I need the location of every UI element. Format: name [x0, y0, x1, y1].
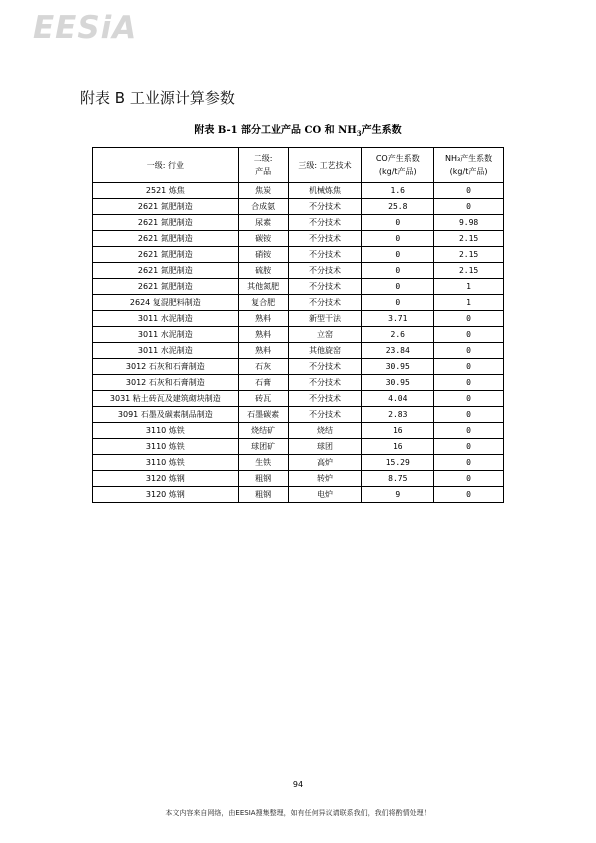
process-cell: 不分技术 [288, 263, 362, 279]
nh3-coefficient-cell: 0 [434, 343, 504, 359]
nh3-coefficient-cell: 0 [434, 407, 504, 423]
column-header-process: 三级: 工艺技术 [288, 148, 362, 183]
table-row [93, 183, 504, 199]
process-cell: 不分技术 [288, 375, 362, 391]
nh3-coefficient-cell: 0 [434, 327, 504, 343]
table-body [93, 183, 504, 503]
column-header-co-coefficient: CO产生系数 (kg/t产品) [362, 148, 434, 183]
process-cell: 不分技术 [288, 407, 362, 423]
table-row [93, 471, 504, 487]
table-row [93, 487, 504, 503]
product-cell: 粗钢 [238, 471, 288, 487]
co-coefficient-cell: 3.71 [362, 311, 434, 327]
emission-coefficient-table [92, 147, 504, 503]
table-row [93, 215, 504, 231]
column-header-industry: 一级: 行业 [93, 148, 239, 183]
table-row [93, 343, 504, 359]
industry-cell: 3120 炼钢 [93, 487, 239, 503]
product-cell: 石墨碳素 [238, 407, 288, 423]
industry-cell: 2624 复混肥料制造 [93, 295, 239, 311]
product-cell: 粗钢 [238, 487, 288, 503]
process-cell: 立窑 [288, 327, 362, 343]
industry-cell: 3091 石墨及碳素制品制造 [93, 407, 239, 423]
co-coefficient-cell: 0 [362, 295, 434, 311]
product-cell: 石膏 [238, 375, 288, 391]
process-cell: 不分技术 [288, 295, 362, 311]
nh3-coefficient-cell: 0 [434, 471, 504, 487]
industry-cell: 3011 水泥制造 [93, 311, 239, 327]
table-row [93, 295, 504, 311]
industry-cell: 2621 氮肥制造 [93, 231, 239, 247]
co-coefficient-cell: 15.29 [362, 455, 434, 471]
process-cell: 不分技术 [288, 391, 362, 407]
process-cell: 转炉 [288, 471, 362, 487]
table-caption-subscript: 3 [356, 129, 362, 138]
co-coefficient-cell: 8.75 [362, 471, 434, 487]
industry-cell: 3120 炼钢 [93, 471, 239, 487]
industry-cell: 3110 炼铁 [93, 455, 239, 471]
table-row [93, 279, 504, 295]
product-cell: 尿素 [238, 215, 288, 231]
process-cell: 其他旋窑 [288, 343, 362, 359]
industry-cell: 3011 水泥制造 [93, 327, 239, 343]
industry-cell: 2621 氮肥制造 [93, 215, 239, 231]
nh3-coefficient-cell: 0 [434, 311, 504, 327]
product-cell: 球团矿 [238, 439, 288, 455]
product-cell: 生铁 [238, 455, 288, 471]
nh3-coefficient-cell: 0 [434, 375, 504, 391]
co-coefficient-cell: 30.95 [362, 375, 434, 391]
co-coefficient-cell: 2.6 [362, 327, 434, 343]
process-cell: 电炉 [288, 487, 362, 503]
nh3-coefficient-cell: 1 [434, 279, 504, 295]
table-row [93, 311, 504, 327]
nh3-coefficient-cell: 2.15 [434, 231, 504, 247]
table-row [93, 375, 504, 391]
co-coefficient-cell: 4.04 [362, 391, 434, 407]
eesia-logo: EESiA [33, 10, 138, 46]
nh3-coefficient-cell: 0 [434, 439, 504, 455]
nh3-coefficient-cell: 0 [434, 391, 504, 407]
co-coefficient-cell: 30.95 [362, 359, 434, 375]
nh3-coefficient-cell: 0 [434, 199, 504, 215]
column-header-nh3-coefficient: NH₃产生系数 (kg/t产品) [434, 148, 504, 183]
nh3-coefficient-cell: 0 [434, 183, 504, 199]
industry-cell: 2521 炼焦 [93, 183, 239, 199]
process-cell: 不分技术 [288, 231, 362, 247]
product-cell: 硝铵 [238, 247, 288, 263]
nh3-coefficient-cell: 2.15 [434, 247, 504, 263]
table-caption-tail: 产生系数 [361, 125, 402, 136]
co-coefficient-cell: 16 [362, 423, 434, 439]
process-cell: 新型干法 [288, 311, 362, 327]
industry-cell: 3110 炼铁 [93, 439, 239, 455]
product-cell: 熟料 [238, 343, 288, 359]
product-cell: 焦炭 [238, 183, 288, 199]
process-cell: 烧结 [288, 423, 362, 439]
product-cell: 烧结矿 [238, 423, 288, 439]
page-number: 94 [292, 780, 304, 789]
process-cell: 不分技术 [288, 215, 362, 231]
footer-note: 本文内容来自网络，由EESIA搜集整理，如有任何异议请联系我们，我们将酌情处理！ [165, 809, 431, 817]
table-caption [0, 121, 596, 138]
process-cell: 机械炼焦 [288, 183, 362, 199]
table-row [93, 391, 504, 407]
table-row [93, 423, 504, 439]
industry-cell: 3011 水泥制造 [93, 343, 239, 359]
industry-cell: 3110 炼铁 [93, 423, 239, 439]
section-title: 附表 B 工业源计算参数 [80, 89, 235, 107]
nh3-coefficient-cell: 2.15 [434, 263, 504, 279]
co-coefficient-cell: 23.84 [362, 343, 434, 359]
industry-cell: 3031 粘土砖瓦及建筑砌块制造 [93, 391, 239, 407]
product-cell: 熟料 [238, 327, 288, 343]
co-coefficient-cell: 16 [362, 439, 434, 455]
industry-cell: 2621 氮肥制造 [93, 263, 239, 279]
table-row [93, 407, 504, 423]
nh3-coefficient-cell: 0 [434, 423, 504, 439]
nh3-coefficient-cell: 0 [434, 455, 504, 471]
industry-cell: 2621 氮肥制造 [93, 199, 239, 215]
co-coefficient-cell: 25.8 [362, 199, 434, 215]
process-cell: 高炉 [288, 455, 362, 471]
table-row [93, 439, 504, 455]
table-row [93, 231, 504, 247]
table-row [93, 359, 504, 375]
co-coefficient-cell: 0 [362, 231, 434, 247]
process-cell: 球团 [288, 439, 362, 455]
product-cell: 熟料 [238, 311, 288, 327]
nh3-coefficient-cell: 1 [434, 295, 504, 311]
product-cell: 其他氮肥 [238, 279, 288, 295]
process-cell: 不分技术 [288, 359, 362, 375]
process-cell: 不分技术 [288, 199, 362, 215]
table-row [93, 199, 504, 215]
co-coefficient-cell: 0 [362, 215, 434, 231]
table-header-row [93, 148, 504, 183]
column-header-product: 二级: 产品 [238, 148, 288, 183]
table-row [93, 247, 504, 263]
co-coefficient-cell: 1.6 [362, 183, 434, 199]
product-cell: 碳铵 [238, 231, 288, 247]
co-coefficient-cell: 9 [362, 487, 434, 503]
table-row [93, 455, 504, 471]
product-cell: 合成氨 [238, 199, 288, 215]
nh3-coefficient-cell: 9.98 [434, 215, 504, 231]
process-cell: 不分技术 [288, 279, 362, 295]
co-coefficient-cell: 0 [362, 247, 434, 263]
product-cell: 硫胺 [238, 263, 288, 279]
nh3-coefficient-cell: 0 [434, 359, 504, 375]
product-cell: 石灰 [238, 359, 288, 375]
table-row [93, 327, 504, 343]
industry-cell: 3012 石灰和石膏制造 [93, 359, 239, 375]
co-coefficient-cell: 0 [362, 263, 434, 279]
product-cell: 砖瓦 [238, 391, 288, 407]
industry-cell: 3012 石灰和石膏制造 [93, 375, 239, 391]
table-row [93, 263, 504, 279]
industry-cell: 2621 氮肥制造 [93, 247, 239, 263]
nh3-coefficient-cell: 0 [434, 487, 504, 503]
table-caption-main: 附表 B-1 部分工业产品 CO 和 NH [194, 125, 357, 136]
process-cell: 不分技术 [288, 247, 362, 263]
product-cell: 复合肥 [238, 295, 288, 311]
co-coefficient-cell: 2.83 [362, 407, 434, 423]
industry-cell: 2621 氮肥制造 [93, 279, 239, 295]
co-coefficient-cell: 0 [362, 279, 434, 295]
